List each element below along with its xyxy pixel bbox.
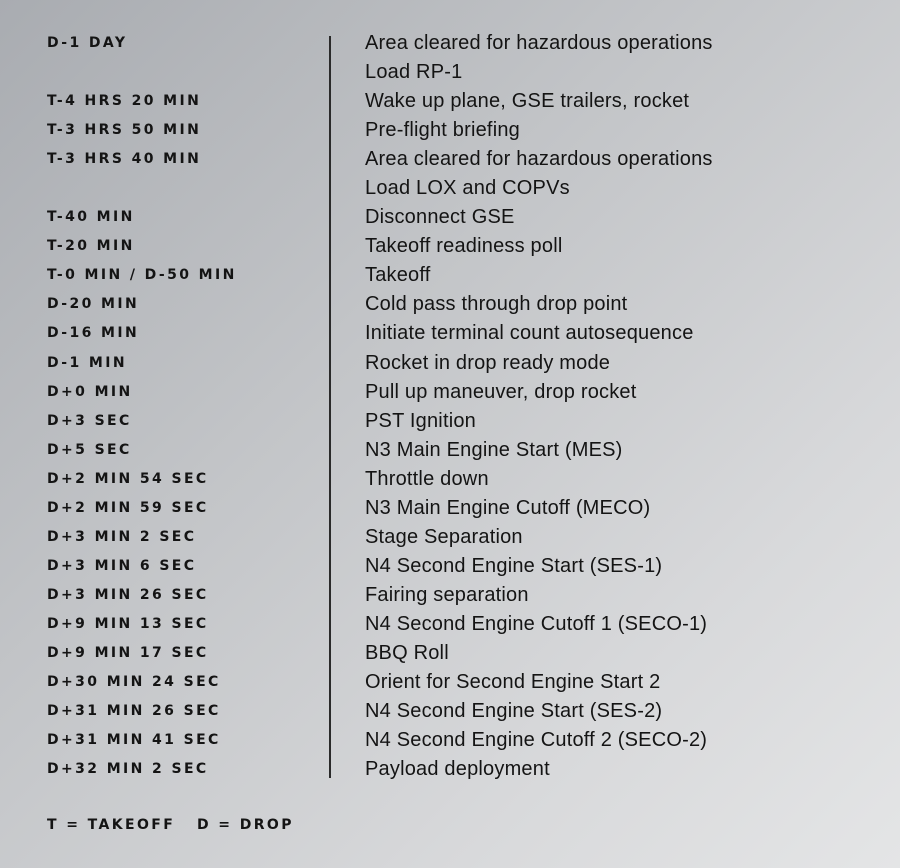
timeline-row [0,203,900,232]
timeline-time: D+30 MIN 24 SEC [47,674,221,691]
timeline-event: N4 Second Engine Start (SES-2) [365,700,663,723]
timeline-event: N3 Main Engine Cutoff (MECO) [365,496,651,519]
timeline-event: Load LOX and COPVs [365,177,570,200]
timeline-row [0,494,900,523]
timeline-row [0,319,900,348]
timeline-time: D+3 MIN 6 SEC [47,557,197,574]
timeline-row [0,290,900,319]
timeline-event: Disconnect GSE [365,206,515,229]
timeline-time: T-40 MIN [47,209,135,226]
timeline-event: N4 Second Engine Cutoff 2 (SECO-2) [365,729,708,752]
timeline-row [0,726,900,755]
timeline-row [0,755,900,784]
divider-line [329,36,331,778]
timeline-row [0,552,900,581]
timeline-row [0,523,900,552]
timeline-row [0,639,900,668]
timeline-row [0,29,900,58]
timeline-row [0,145,900,174]
timeline-event: Rocket in drop ready mode [365,351,611,374]
timeline-time: D+32 MIN 2 SEC [47,761,209,778]
timeline-event: Takeoff readiness poll [365,235,563,258]
timeline-time: T-3 HRS 50 MIN [47,122,202,139]
timeline-row [0,610,900,639]
timeline-event: Payload deployment [365,758,550,781]
timeline-row [0,58,900,87]
timeline-time: D+3 SEC [47,412,132,429]
timeline-time: D+9 MIN 17 SEC [47,644,209,661]
timeline-event: N4 Second Engine Cutoff 1 (SECO-1) [365,612,708,635]
timeline-time: T-4 HRS 20 MIN [47,93,202,110]
timeline-time: D+31 MIN 26 SEC [47,703,221,720]
timeline-row [0,232,900,261]
timeline-row [0,436,900,465]
timeline-event: Area cleared for hazardous operations [365,148,713,171]
timeline-time: D-1 MIN [47,354,127,371]
timeline-event: N3 Main Engine Start (MES) [365,438,623,461]
timeline-row [0,378,900,407]
timeline-row [0,349,900,378]
timeline-event: Cold pass through drop point [365,293,628,316]
timeline-row [0,87,900,116]
timeline-row [0,668,900,697]
timeline-time: D+2 MIN 59 SEC [47,499,209,516]
timeline-event: BBQ Roll [365,641,449,664]
timeline-event: N4 Second Engine Start (SES-1) [365,554,663,577]
timeline-time: T-20 MIN [47,238,135,255]
timeline-time: T-0 MIN / D-50 MIN [47,267,237,284]
timeline-event: Load RP-1 [365,61,463,84]
timeline-event: Throttle down [365,467,489,490]
timeline-time: T-3 HRS 40 MIN [47,151,202,168]
timeline-row [0,465,900,494]
timeline-row [0,407,900,436]
timeline-event: PST Ignition [365,409,476,432]
timeline-event: Pre-flight briefing [365,119,520,142]
timeline-time: D+5 SEC [47,441,132,458]
timeline-time: D-16 MIN [47,325,140,342]
timeline-row [0,174,900,203]
timeline-time: D-1 DAY [47,35,128,51]
timeline-time: D+2 MIN 54 SEC [47,470,209,487]
timeline-event: Initiate terminal count autosequence [365,322,694,345]
timeline-time: D+31 MIN 41 SEC [47,732,221,749]
timeline-time: D+9 MIN 13 SEC [47,615,209,632]
legend: T = TAKEOFF D = DROP [47,817,294,833]
timeline-row [0,697,900,726]
timeline-event: Takeoff [365,264,431,287]
timeline [0,29,900,784]
timeline-event: Fairing separation [365,583,529,606]
timeline-event: Area cleared for hazardous operations [365,32,713,54]
timeline-row [0,581,900,610]
timeline-event: Orient for Second Engine Start 2 [365,671,661,694]
timeline-event: Wake up plane, GSE trailers, rocket [365,90,690,113]
timeline-time: D+3 MIN 2 SEC [47,528,197,545]
timeline-time: D+0 MIN [47,383,133,400]
timeline-event: Stage Separation [365,525,523,548]
timeline-time: D-20 MIN [47,296,140,313]
timeline-row [0,261,900,290]
timeline-time: D+3 MIN 26 SEC [47,586,209,603]
timeline-row [0,116,900,145]
timeline-event: Pull up maneuver, drop rocket [365,380,637,403]
